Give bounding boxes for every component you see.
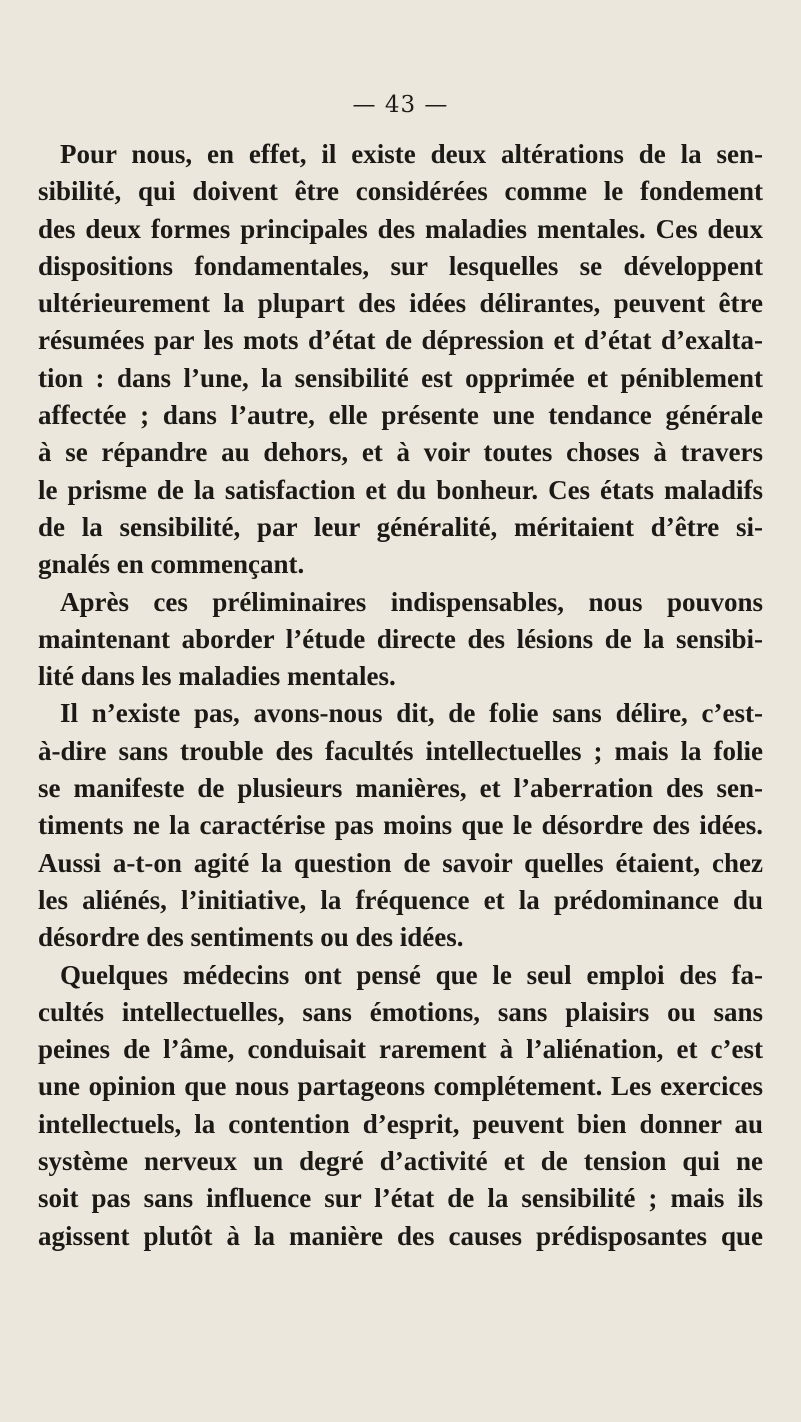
text-line: des deux formes principales des maladies mentales. Ces deux [38,213,763,244]
text-line: le prisme de la satisfaction et du bonheur. Ces états maladifs [38,474,763,505]
text-line: cultés intellectuelles, sans émotions, sans plaisirs ou sans [38,996,763,1027]
text-line: intellectuels, la contention d’esprit, peuvent bien donner au [38,1108,763,1139]
page-number: — 43 — [352,92,449,118]
text-line: à-dire sans trouble des facultés intellectuelles ; mais la folie [38,735,763,766]
text-line: une opinion que nous partageons complétement. Les exercices [38,1071,763,1102]
text-line: dispositions fondamentales, sur lesquelles se développent [38,250,763,281]
text-line: maintenant aborder l’étude directe des lésions de la sensibi- [38,623,763,654]
text-line: peines de l’âme, conduisait rarement à l’aliénation, et c’est [38,1034,763,1065]
text-line: se manifeste de plusieurs manières, et l’aberration des sen- [38,773,763,804]
text-line: tion : dans l’une, la sensibilité est opprimée et péniblement [38,362,763,393]
text-line: Après ces préliminaires indispensables, nous pouvons [60,586,763,617]
text-line: soit pas sans influence sur l’état de la sensibilité ; mais ils [38,1183,763,1214]
text-line: gnalés en commençant. [38,549,305,580]
text-line: de la sensibilité, par leur généralité, méritaient d’être si- [38,511,763,542]
text-line: résumées par les mots d’état de dépression et d’état d’exalta- [38,325,763,356]
text-line: Pour nous, en effet, il existe deux altérations de la sen- [60,139,763,169]
body-text [38,136,763,1255]
text-line: affectée ; dans l’autre, elle présente une tendance générale [38,400,763,431]
text-line: sibilité, qui doivent être considérées comme le fondement [38,176,763,207]
text-line: Aussi a-t-on agité la question de savoir quelles étaient, chez [38,847,763,878]
text-line: à se répandre au dehors, et à voir toutes choses à travers [38,437,763,468]
text-line: les aliénés, l’initiative, la fréquence et la prédominance du [38,884,763,915]
text-line: Quelques médecins ont pensé que le seul emploi des fa- [60,959,763,990]
text-line: lité dans les maladies mentales. [38,661,396,692]
text-line: agissent plutôt à la manière des causes prédisposantes que [38,1220,763,1251]
text-line: désordre des sentiments ou des idées. [38,922,464,953]
text-line: ultérieurement la plupart des idées délirantes, peuvent être [38,288,763,319]
text-line: Il n’existe pas, avons-nous dit, de folie sans délire, c’est- [60,698,763,729]
text-line: timents ne la caractérise pas moins que le désordre des idées. [38,810,763,841]
text-line: système nerveux un degré d’activité et de tension qui ne [38,1146,763,1177]
